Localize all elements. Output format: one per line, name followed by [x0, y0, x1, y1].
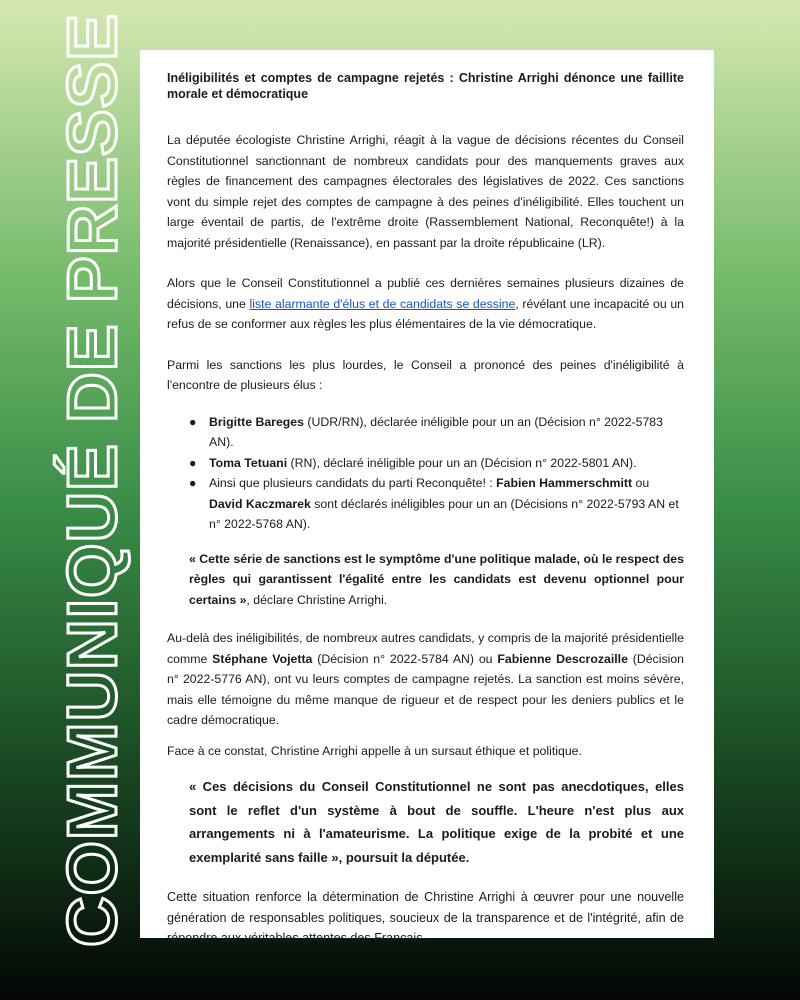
sanctions-list [167, 412, 684, 535]
quote-attribution: , déclare Christine Arrighi. [246, 592, 388, 607]
list-item [189, 412, 684, 453]
paragraph-text: Au-delà des inéligibilités, de nombreux autres candidats, y compris de la majorité présidentielle comme [167, 631, 684, 666]
sanctioned-name: Brigitte Bareges [209, 414, 304, 429]
paragraph-intro: La députée écologiste Christine Arrighi, réagit à la vague de décisions récentes du Conseil Constitutionnel sanctionnant de nombreux candidats pour des manquements graves aux règles de financement des campagnes électorales des législatives de 2022. Ces sanctions vont du simple rejet des comptes de campagne à des peines d'inéligibilité. Elles touchent un large éventail de partis, de l'extrême droite (Rassemblement National, Reconquête!) à la majorité présidentielle (Renaissance), en passant par la droite républicaine (LR). [167, 133, 684, 250]
quote-text: « Cette série de sanctions est le symptôme d'une politique malade, où le respect des règles qui garantissent l'égalité entre les candidats est devenu optionnel pour certains » [189, 551, 684, 607]
sanctioned-name: David Kaczmarek [209, 496, 311, 511]
sanction-detail: sont déclarés inéligibles pour un an (Décisions n° 2022-5793 AN et n° 2022-5768 AN). [209, 496, 679, 531]
press-release-document [140, 50, 714, 945]
bullet-icon: ● [189, 455, 197, 470]
paragraph-decisions [167, 273, 684, 335]
quote-attribution: , poursuit la députée. [338, 849, 470, 865]
list-item [189, 453, 684, 474]
sanctioned-name: Fabien Hammerschmitt [496, 476, 633, 490]
candidate-name: Fabienne Descrozaille [497, 651, 628, 666]
bullet-icon: ● [189, 414, 197, 429]
quote-text: « Ces décisions du Conseil Constitutionnel ne sont pas anecdotiques, elles sont le reflet d'un système à bout de souffle. L'heure n'est plus aux arrangements ni à l'amateurisme. La politique exige de la probité et une exemplarité sans faille » [189, 779, 684, 865]
paragraph-call: Face à ce constat, Christine Arrighi appelle à un sursaut éthique et politique. [167, 743, 582, 758]
paragraph-conclusion: Cette situation renforce la détermination de Christine Arrighi à œuvrer pour une nouvelle génération de responsables politiques, soucieux de la transparence et de l'intégrité, afin de répondre aux véritables attentes des Français. [167, 890, 684, 945]
quote-decisions [167, 775, 684, 869]
sanction-intro: Ainsi que plusieurs candidats du parti Reconquête! : [209, 476, 497, 490]
candidate-name: Stéphane Vojetta [212, 651, 313, 666]
paragraph-text: (Décision n° 2022-5784 AN) ou [312, 651, 498, 666]
paragraph-text: (Décision n° 2022-5776 AN), ont vu leurs comptes de campagne rejetés. La sanction est moins sévère, mais elle témoigne du même manque de rigueur et de respect pour les deniers publics et le cadre démocratique. [167, 651, 684, 727]
paragraph-rejected-accounts [167, 628, 684, 731]
side-title: COMMUNIQUÉ DE PRESSE [53, 13, 131, 947]
paragraph-sanctions-intro: Parmi les sanctions les plus lourdes, le Conseil a prononcé des peines d'inéligibilité à l'encontre de plusieurs élus : [167, 357, 684, 392]
sanction-detail: (UDR/RN), déclarée inéligible pour un an (Décision n° 2022-5783 AN). [209, 414, 663, 449]
quote-sanctions [167, 549, 684, 611]
sanction-detail: (RN), déclaré inéligible pour un an (Décision n° 2022-5801 AN). [287, 455, 637, 470]
bullet-icon: ● [189, 476, 197, 490]
list-item [189, 473, 684, 535]
decisions-list-link[interactable]: liste alarmante d'élus et de candidats se dessine [249, 296, 516, 311]
paragraph-decisions-after: , révélant une incapacité ou un refus de se conformer aux règles les plus élémentaires de la vie démocratique. [167, 296, 684, 331]
sanctioned-name: Toma Tetuani [209, 455, 288, 470]
paragraph-decisions-before: Alors que le Conseil Constitutionnel a publié ces dernières semaines plusieurs dizaines de décisions, une [167, 276, 684, 311]
sanction-conjunction: ou [632, 476, 650, 490]
headline: Inéligibilités et comptes de campagne rejetés : Christine Arrighi dénonce une faillite morale et démocratique [167, 71, 684, 101]
